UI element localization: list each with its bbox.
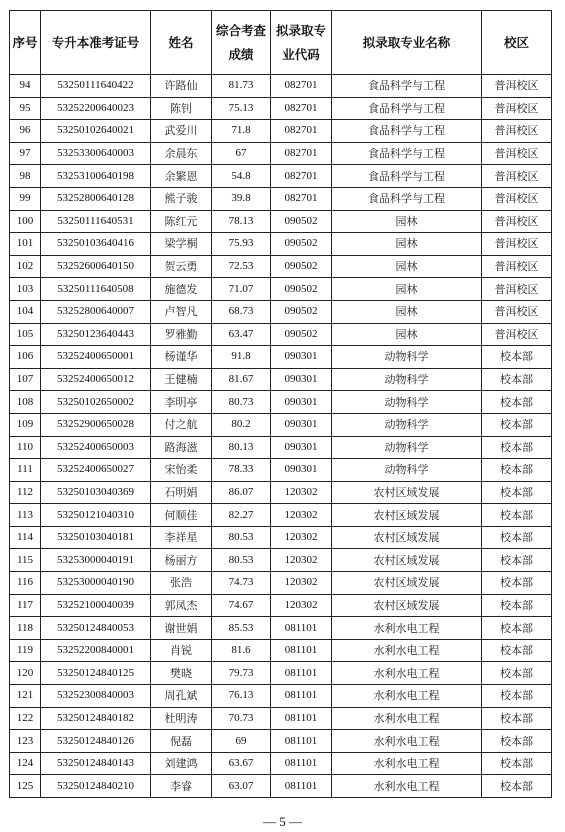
cell-major-code: 082701 [271, 165, 332, 188]
cell-major-name: 动物科学 [332, 459, 482, 482]
cell-major-name: 农村区域发展 [332, 526, 482, 549]
cell-name: 武爱川 [151, 120, 212, 143]
cell-exam-id: 53252800640128 [41, 187, 151, 210]
cell-major-code: 090502 [271, 300, 332, 323]
header-seq: 序号 [10, 11, 41, 75]
cell-score: 78.33 [212, 459, 271, 482]
table-row [10, 368, 552, 391]
cell-major-name: 食品科学与工程 [332, 75, 482, 98]
table-row [10, 459, 552, 482]
cell-major-name: 动物科学 [332, 391, 482, 414]
cell-name: 宋怡柔 [151, 459, 212, 482]
header-name: 姓名 [151, 11, 212, 75]
cell-name: 熊子骏 [151, 187, 212, 210]
cell-campus: 普洱校区 [482, 165, 552, 188]
cell-major-code: 090502 [271, 233, 332, 256]
cell-seq: 99 [10, 187, 41, 210]
cell-major-code: 120302 [271, 594, 332, 617]
cell-score: 67 [212, 142, 271, 165]
cell-exam-id: 53252300840003 [41, 685, 151, 708]
cell-name: 张浩 [151, 572, 212, 595]
page-number: — 5 — [263, 814, 302, 829]
cell-major-code: 082701 [271, 187, 332, 210]
table-row [10, 165, 552, 188]
cell-exam-id: 53252800640007 [41, 300, 151, 323]
cell-score: 71.8 [212, 120, 271, 143]
cell-score: 80.2 [212, 413, 271, 436]
cell-major-code: 081101 [271, 730, 332, 753]
table-row [10, 187, 552, 210]
cell-name: 卢智凡 [151, 300, 212, 323]
cell-name: 陈红元 [151, 210, 212, 233]
cell-seq: 119 [10, 639, 41, 662]
cell-campus: 校本部 [482, 617, 552, 640]
cell-name: 石明娟 [151, 481, 212, 504]
cell-seq: 123 [10, 730, 41, 753]
cell-major-name: 动物科学 [332, 413, 482, 436]
table-row [10, 639, 552, 662]
cell-name: 杜明涛 [151, 707, 212, 730]
cell-score: 39.8 [212, 187, 271, 210]
cell-campus: 普洱校区 [482, 323, 552, 346]
cell-major-name: 水利水电工程 [332, 617, 482, 640]
header-major-code: 拟录取专业代码 [271, 11, 332, 75]
cell-campus: 校本部 [482, 436, 552, 459]
cell-seq: 124 [10, 752, 41, 775]
cell-seq: 106 [10, 346, 41, 369]
table-row [10, 549, 552, 572]
cell-exam-id: 53252600640150 [41, 255, 151, 278]
cell-name: 肖锐 [151, 639, 212, 662]
cell-seq: 98 [10, 165, 41, 188]
cell-exam-id: 53250123640443 [41, 323, 151, 346]
cell-name: 李祥星 [151, 526, 212, 549]
cell-campus: 校本部 [482, 730, 552, 753]
cell-exam-id: 53252900650028 [41, 413, 151, 436]
cell-exam-id: 53250102650002 [41, 391, 151, 414]
cell-score: 80.13 [212, 436, 271, 459]
cell-exam-id: 53250111640508 [41, 278, 151, 301]
cell-major-name: 水利水电工程 [332, 685, 482, 708]
table-row [10, 752, 552, 775]
cell-major-name: 食品科学与工程 [332, 142, 482, 165]
cell-exam-id: 53252400650012 [41, 368, 151, 391]
cell-campus: 校本部 [482, 775, 552, 798]
table-row [10, 730, 552, 753]
cell-major-name: 园林 [332, 255, 482, 278]
cell-major-name: 水利水电工程 [332, 639, 482, 662]
cell-seq: 120 [10, 662, 41, 685]
cell-score: 69 [212, 730, 271, 753]
cell-campus: 校本部 [482, 549, 552, 572]
cell-major-code: 082701 [271, 75, 332, 98]
cell-exam-id: 53253300640003 [41, 142, 151, 165]
table-row [10, 594, 552, 617]
cell-name: 樊晓 [151, 662, 212, 685]
cell-major-code: 090502 [271, 255, 332, 278]
cell-major-name: 农村区域发展 [332, 572, 482, 595]
cell-seq: 108 [10, 391, 41, 414]
cell-score: 74.73 [212, 572, 271, 595]
cell-campus: 校本部 [482, 504, 552, 527]
table-row [10, 278, 552, 301]
cell-exam-id: 53252400650027 [41, 459, 151, 482]
cell-name: 郭凤杰 [151, 594, 212, 617]
cell-score: 79.73 [212, 662, 271, 685]
cell-major-name: 农村区域发展 [332, 594, 482, 617]
cell-name: 余繁恩 [151, 165, 212, 188]
cell-name: 何顺佳 [151, 504, 212, 527]
cell-seq: 95 [10, 97, 41, 120]
cell-seq: 100 [10, 210, 41, 233]
cell-major-name: 园林 [332, 323, 482, 346]
cell-score: 74.67 [212, 594, 271, 617]
table-row [10, 391, 552, 414]
cell-campus: 校本部 [482, 707, 552, 730]
cell-name: 周孔斌 [151, 685, 212, 708]
cell-score: 91.8 [212, 346, 271, 369]
cell-score: 81.67 [212, 368, 271, 391]
cell-major-name: 动物科学 [332, 346, 482, 369]
table-row [10, 413, 552, 436]
cell-major-code: 081101 [271, 707, 332, 730]
cell-campus: 校本部 [482, 413, 552, 436]
cell-name: 许路仙 [151, 75, 212, 98]
cell-major-code: 081101 [271, 662, 332, 685]
cell-score: 81.6 [212, 639, 271, 662]
cell-major-code: 090301 [271, 346, 332, 369]
cell-exam-id: 53252400650001 [41, 346, 151, 369]
cell-score: 75.13 [212, 97, 271, 120]
cell-name: 李睿 [151, 775, 212, 798]
cell-exam-id: 53252100040039 [41, 594, 151, 617]
cell-campus: 校本部 [482, 368, 552, 391]
cell-exam-id: 53250103040181 [41, 526, 151, 549]
cell-score: 78.13 [212, 210, 271, 233]
cell-major-code: 090301 [271, 368, 332, 391]
cell-major-code: 082701 [271, 120, 332, 143]
cell-exam-id: 53253100640198 [41, 165, 151, 188]
cell-name: 施德发 [151, 278, 212, 301]
table-row [10, 662, 552, 685]
cell-major-code: 120302 [271, 549, 332, 572]
cell-major-code: 090502 [271, 278, 332, 301]
cell-major-code: 090301 [271, 459, 332, 482]
table-row [10, 75, 552, 98]
cell-seq: 111 [10, 459, 41, 482]
cell-seq: 94 [10, 75, 41, 98]
table-row [10, 233, 552, 256]
cell-campus: 普洱校区 [482, 120, 552, 143]
cell-campus: 普洱校区 [482, 187, 552, 210]
cell-exam-id: 53250124840182 [41, 707, 151, 730]
table-row [10, 436, 552, 459]
cell-name: 李明亭 [151, 391, 212, 414]
header-campus: 校区 [482, 11, 552, 75]
cell-major-name: 动物科学 [332, 368, 482, 391]
cell-score: 71.07 [212, 278, 271, 301]
cell-campus: 普洱校区 [482, 142, 552, 165]
cell-major-name: 水利水电工程 [332, 730, 482, 753]
cell-name: 梁学桐 [151, 233, 212, 256]
cell-seq: 104 [10, 300, 41, 323]
cell-major-code: 090301 [271, 413, 332, 436]
cell-campus: 校本部 [482, 594, 552, 617]
cell-seq: 121 [10, 685, 41, 708]
cell-major-name: 水利水电工程 [332, 752, 482, 775]
cell-exam-id: 53252200840001 [41, 639, 151, 662]
cell-major-code: 090301 [271, 391, 332, 414]
cell-major-code: 082701 [271, 97, 332, 120]
cell-major-code: 120302 [271, 504, 332, 527]
cell-seq: 125 [10, 775, 41, 798]
cell-campus: 校本部 [482, 752, 552, 775]
cell-major-name: 水利水电工程 [332, 662, 482, 685]
cell-seq: 112 [10, 481, 41, 504]
cell-seq: 115 [10, 549, 41, 572]
cell-major-code: 090301 [271, 436, 332, 459]
cell-exam-id: 53250111640531 [41, 210, 151, 233]
cell-major-code: 081101 [271, 775, 332, 798]
header-exam-id: 专升本准考证号 [41, 11, 151, 75]
cell-seq: 122 [10, 707, 41, 730]
table-row [10, 685, 552, 708]
table-row [10, 481, 552, 504]
cell-seq: 116 [10, 572, 41, 595]
cell-major-code: 081101 [271, 752, 332, 775]
cell-campus: 校本部 [482, 662, 552, 685]
cell-major-name: 食品科学与工程 [332, 165, 482, 188]
cell-exam-id: 53250124840126 [41, 730, 151, 753]
cell-name: 贺云勇 [151, 255, 212, 278]
cell-exam-id: 53250124840210 [41, 775, 151, 798]
table-row [10, 775, 552, 798]
cell-campus: 校本部 [482, 346, 552, 369]
cell-major-name: 农村区域发展 [332, 504, 482, 527]
cell-major-code: 081101 [271, 639, 332, 662]
cell-major-name: 园林 [332, 278, 482, 301]
cell-exam-id: 53253000040191 [41, 549, 151, 572]
cell-campus: 校本部 [482, 481, 552, 504]
cell-exam-id: 53252200640023 [41, 97, 151, 120]
cell-campus: 校本部 [482, 391, 552, 414]
cell-seq: 105 [10, 323, 41, 346]
cell-seq: 113 [10, 504, 41, 527]
table-row [10, 210, 552, 233]
cell-score: 80.73 [212, 391, 271, 414]
cell-score: 80.53 [212, 549, 271, 572]
cell-campus: 普洱校区 [482, 97, 552, 120]
cell-name: 刘建鸿 [151, 752, 212, 775]
cell-major-name: 水利水电工程 [332, 707, 482, 730]
cell-major-code: 081101 [271, 617, 332, 640]
cell-name: 余晨东 [151, 142, 212, 165]
cell-major-name: 食品科学与工程 [332, 120, 482, 143]
cell-name: 付之航 [151, 413, 212, 436]
cell-name: 路海滋 [151, 436, 212, 459]
table-row [10, 142, 552, 165]
table-row [10, 120, 552, 143]
cell-major-name: 水利水电工程 [332, 775, 482, 798]
table-row [10, 97, 552, 120]
cell-major-code: 120302 [271, 572, 332, 595]
header-score: 综合考查成绩 [212, 11, 271, 75]
cell-name: 王健楠 [151, 368, 212, 391]
cell-score: 70.73 [212, 707, 271, 730]
admission-table [9, 10, 552, 798]
cell-exam-id: 53250124840125 [41, 662, 151, 685]
table-row [10, 255, 552, 278]
cell-score: 63.67 [212, 752, 271, 775]
cell-exam-id: 53250124840053 [41, 617, 151, 640]
cell-major-code: 081101 [271, 685, 332, 708]
cell-major-name: 食品科学与工程 [332, 187, 482, 210]
cell-score: 68.73 [212, 300, 271, 323]
cell-campus: 普洱校区 [482, 300, 552, 323]
cell-name: 谢世娟 [151, 617, 212, 640]
cell-campus: 普洱校区 [482, 210, 552, 233]
cell-seq: 102 [10, 255, 41, 278]
cell-score: 63.07 [212, 775, 271, 798]
cell-campus: 校本部 [482, 526, 552, 549]
cell-name: 罗雅勤 [151, 323, 212, 346]
cell-exam-id: 53250103040369 [41, 481, 151, 504]
cell-score: 63.47 [212, 323, 271, 346]
table-row [10, 617, 552, 640]
cell-campus: 校本部 [482, 639, 552, 662]
cell-major-name: 动物科学 [332, 436, 482, 459]
cell-seq: 107 [10, 368, 41, 391]
cell-major-code: 090502 [271, 323, 332, 346]
cell-campus: 普洱校区 [482, 75, 552, 98]
cell-campus: 普洱校区 [482, 255, 552, 278]
cell-seq: 109 [10, 413, 41, 436]
cell-score: 86.07 [212, 481, 271, 504]
cell-major-name: 园林 [332, 300, 482, 323]
cell-campus: 普洱校区 [482, 278, 552, 301]
cell-seq: 97 [10, 142, 41, 165]
cell-score: 76.13 [212, 685, 271, 708]
header-row [10, 11, 552, 75]
table-row [10, 707, 552, 730]
cell-campus: 校本部 [482, 685, 552, 708]
cell-exam-id: 53250103640416 [41, 233, 151, 256]
cell-score: 72.53 [212, 255, 271, 278]
cell-major-code: 120302 [271, 481, 332, 504]
cell-seq: 117 [10, 594, 41, 617]
cell-seq: 118 [10, 617, 41, 640]
cell-score: 80.53 [212, 526, 271, 549]
cell-exam-id: 53250121040310 [41, 504, 151, 527]
header-major-name: 拟录取专业名称 [332, 11, 482, 75]
cell-major-name: 农村区域发展 [332, 481, 482, 504]
cell-seq: 96 [10, 120, 41, 143]
table-row [10, 526, 552, 549]
cell-seq: 114 [10, 526, 41, 549]
table-row [10, 300, 552, 323]
cell-exam-id: 53250102640021 [41, 120, 151, 143]
cell-major-code: 120302 [271, 526, 332, 549]
cell-score: 54.8 [212, 165, 271, 188]
cell-exam-id: 53253000040190 [41, 572, 151, 595]
table-row [10, 572, 552, 595]
cell-major-name: 农村区域发展 [332, 549, 482, 572]
cell-campus: 校本部 [482, 459, 552, 482]
cell-campus: 普洱校区 [482, 233, 552, 256]
cell-major-code: 090502 [271, 210, 332, 233]
cell-score: 82.27 [212, 504, 271, 527]
cell-major-code: 082701 [271, 142, 332, 165]
cell-major-name: 园林 [332, 210, 482, 233]
cell-score: 81.73 [212, 75, 271, 98]
cell-seq: 103 [10, 278, 41, 301]
cell-exam-id: 53250124840143 [41, 752, 151, 775]
cell-seq: 101 [10, 233, 41, 256]
table-row [10, 323, 552, 346]
table-row [10, 504, 552, 527]
cell-seq: 110 [10, 436, 41, 459]
cell-name: 倪磊 [151, 730, 212, 753]
cell-name: 杨丽方 [151, 549, 212, 572]
cell-major-name: 食品科学与工程 [332, 97, 482, 120]
cell-score: 75.93 [212, 233, 271, 256]
cell-exam-id: 53252400650003 [41, 436, 151, 459]
cell-campus: 校本部 [482, 572, 552, 595]
cell-name: 陈钊 [151, 97, 212, 120]
cell-name: 杨谨华 [151, 346, 212, 369]
cell-score: 85.53 [212, 617, 271, 640]
cell-major-name: 园林 [332, 233, 482, 256]
table-row [10, 346, 552, 369]
cell-exam-id: 53250111640422 [41, 75, 151, 98]
